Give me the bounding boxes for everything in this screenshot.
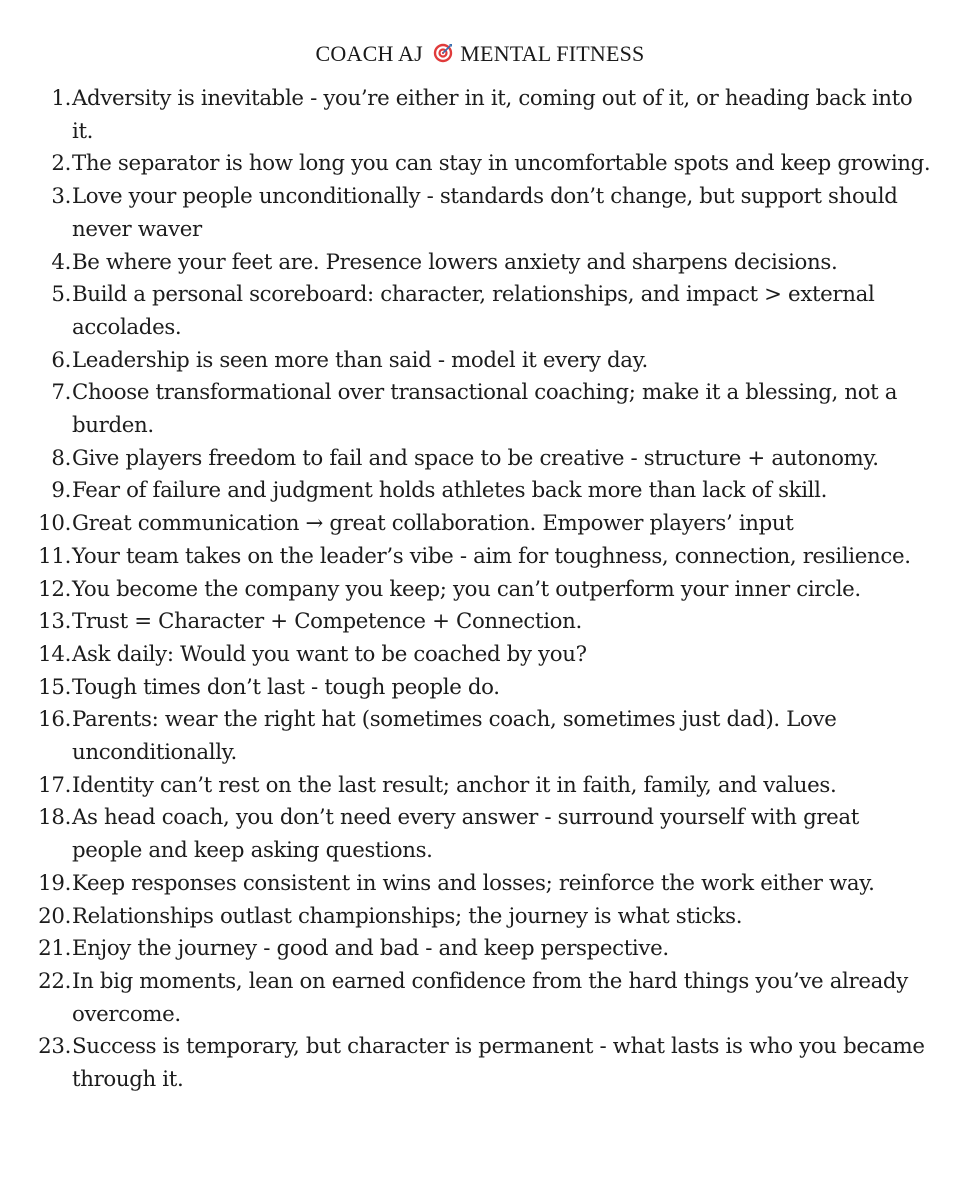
list-item [0, 868, 960, 901]
item-number: 14. [38, 641, 71, 667]
item-text: You become the company you keep; you can’t outperform your inner circle. [72, 576, 861, 602]
list-item [0, 148, 960, 181]
item-number: 6. [51, 347, 71, 373]
list-item [0, 181, 960, 246]
item-number: 5. [51, 282, 71, 308]
item-text: Adversity is inevitable - you’re either in it, coming out of it, or heading back into it. [72, 86, 913, 144]
principles-list [0, 83, 960, 1097]
list-item [0, 508, 960, 541]
list-item [0, 574, 960, 607]
item-text: Success is temporary, but character is permanent - what lasts is who you became through it. [72, 1034, 925, 1093]
title-right: MENTAL FITNESS [460, 41, 645, 66]
item-number: 23. [38, 1034, 71, 1060]
list-item [0, 672, 960, 705]
item-text: Enjoy the journey - good and bad - and keep perspective. [72, 936, 669, 962]
item-text: Give players freedom to fail and space to be creative - structure + autonomy. [72, 445, 879, 471]
list-item [0, 901, 960, 934]
item-number: 20. [38, 903, 71, 929]
list-item [0, 443, 960, 476]
item-number: 18. [38, 805, 71, 831]
item-number: 9. [51, 478, 71, 504]
list-item [0, 1031, 960, 1096]
item-number: 17. [38, 772, 71, 798]
item-number: 1. [51, 86, 71, 111]
item-text: Keep responses consistent in wins and losses; reinforce the work either way. [72, 870, 875, 896]
page-title [0, 40, 960, 68]
item-text: Build a personal scoreboard: character, relationships, and impact > external accolades. [72, 282, 875, 340]
item-number: 19. [38, 870, 71, 896]
list-item [0, 704, 960, 769]
item-number: 21. [38, 936, 71, 962]
item-text: Choose transformational over transactional coaching; make it a blessing, not a burden. [72, 380, 898, 439]
item-text: Parents: wear the right hat (sometimes coach, sometimes just dad). Love unconditionally. [72, 707, 837, 766]
item-number: 12. [38, 576, 71, 602]
list-item [0, 279, 960, 344]
item-text: Tough times don’t last - tough people do. [72, 674, 500, 700]
item-text: Your team takes on the leader’s vibe - aim for toughness, connection, resilience. [72, 543, 911, 569]
list-item [0, 770, 960, 803]
item-number: 15. [38, 674, 71, 700]
item-text: In big moments, lean on earned confidence from the hard things you’ve already overcome. [72, 968, 908, 1027]
title-left: COACH AJ [315, 41, 423, 66]
item-number: 13. [38, 609, 71, 635]
list-item [0, 966, 960, 1031]
item-number: 22. [38, 968, 71, 994]
item-text: Relationships outlast championships; the journey is what sticks. [72, 903, 743, 929]
item-text: Trust = Character + Competence + Connection. [72, 609, 582, 635]
item-text: Identity can’t rest on the last result; anchor it in faith, family, and values. [72, 772, 837, 798]
item-text: As head coach, you don’t need every answer - surround yourself with great people and keep asking questions. [72, 805, 859, 864]
item-text: Ask daily: Would you want to be coached by you? [72, 641, 587, 667]
list-item [0, 83, 960, 148]
target-icon [433, 43, 453, 63]
item-text: Great communication → great collaboration. Empower players’ input [72, 511, 794, 537]
item-number: 2. [51, 151, 71, 177]
list-item [0, 639, 960, 672]
item-text: The separator is how long you can stay in uncomfortable spots and keep growing. [72, 151, 931, 177]
item-number: 16. [38, 707, 71, 733]
list-item [0, 606, 960, 639]
item-number: 11. [38, 543, 71, 569]
list-item [0, 345, 960, 378]
item-number: 8. [51, 445, 71, 471]
item-number: 3. [51, 184, 71, 210]
list-item [0, 802, 960, 867]
list-item [0, 377, 960, 442]
list-item [0, 247, 960, 280]
list-item [0, 933, 960, 966]
item-number: 4. [51, 249, 71, 275]
item-text: Leadership is seen more than said - model it every day. [72, 347, 648, 373]
list-item [0, 541, 960, 574]
item-number: 10. [38, 511, 71, 537]
list-item [0, 475, 960, 508]
item-text: Be where your feet are. Presence lowers anxiety and sharpens decisions. [72, 249, 838, 275]
item-number: 7. [51, 380, 71, 406]
item-text: Love your people unconditionally - standards don’t change, but support should never waver [72, 184, 898, 242]
item-text: Fear of failure and judgment holds athletes back more than lack of skill. [72, 478, 828, 504]
